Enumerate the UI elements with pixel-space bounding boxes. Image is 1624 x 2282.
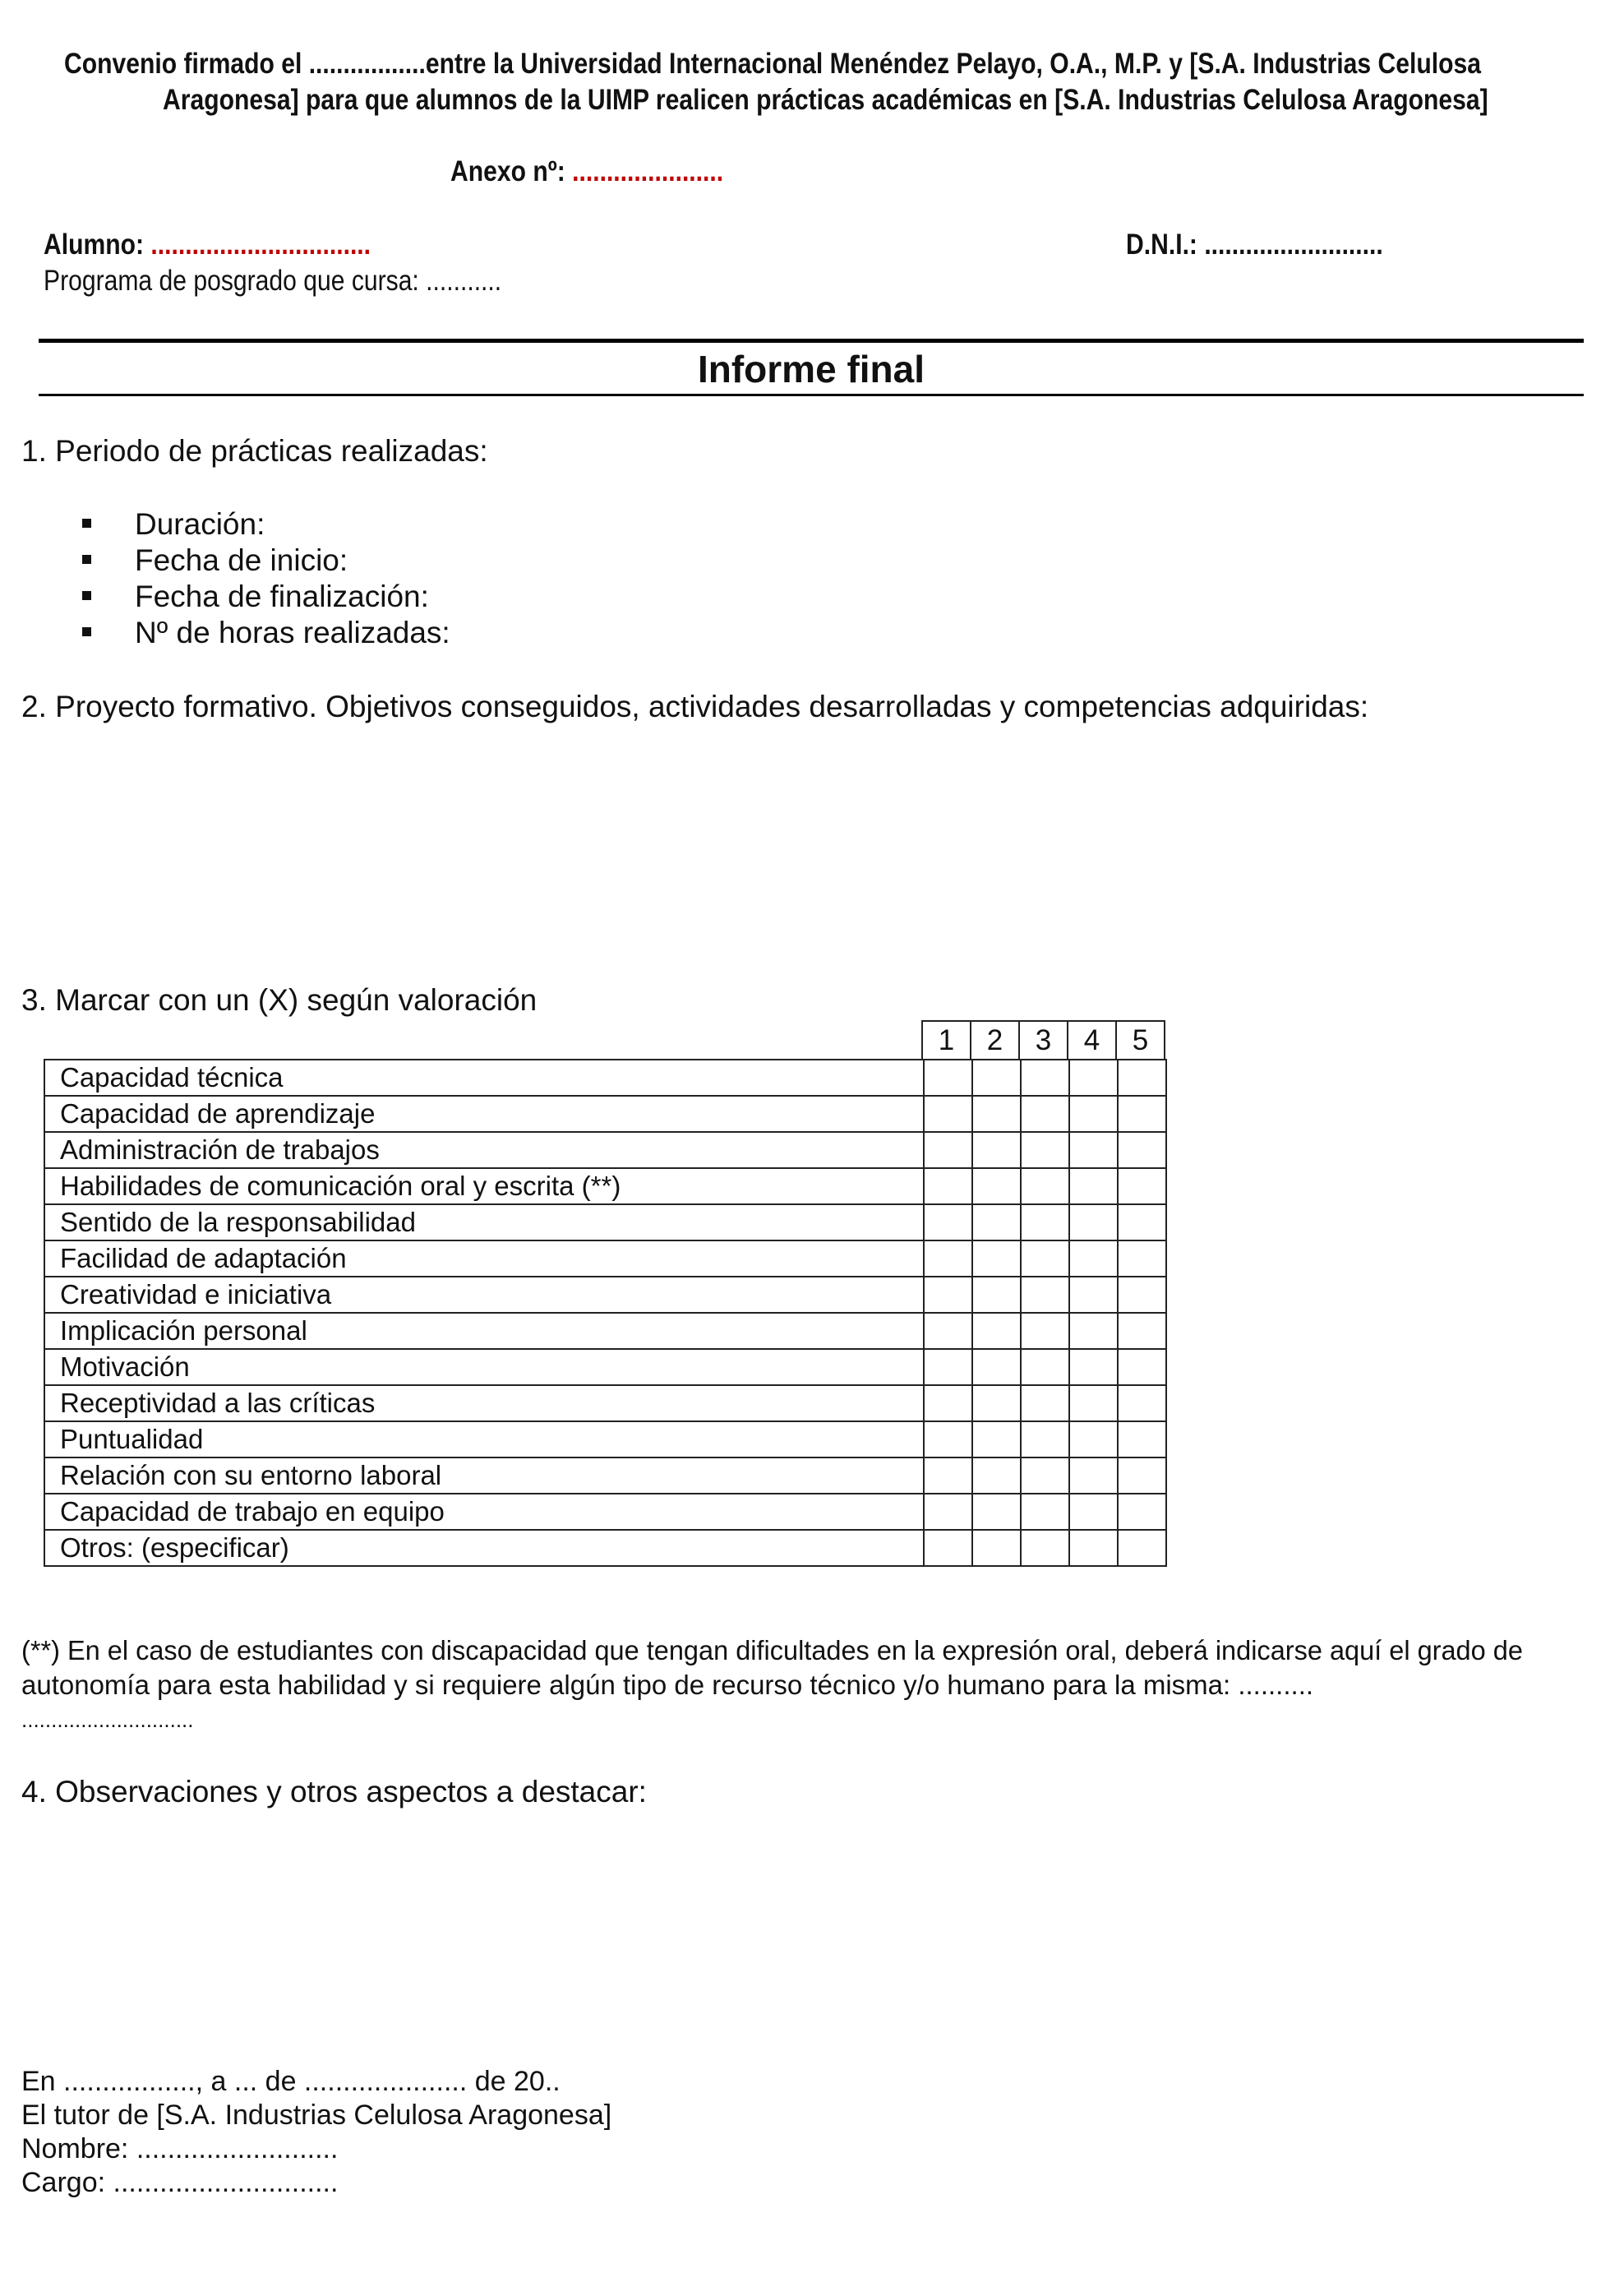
rating-cell-4[interactable]	[1069, 1096, 1118, 1132]
nombre-line: Nombre: ..........................	[21, 2133, 339, 2164]
table-row	[44, 1313, 1166, 1349]
dni-line	[1126, 227, 1383, 263]
duracion-label: Duración:	[135, 507, 265, 541]
bullet-icon	[82, 519, 91, 528]
rating-cell-5[interactable]	[1118, 1240, 1166, 1277]
criterion-label: Relación con su entorno laboral	[44, 1457, 924, 1494]
rating-table-body	[44, 1060, 1166, 1566]
score-3-header: 3	[1020, 1022, 1068, 1060]
criterion-label: Motivación	[44, 1349, 924, 1385]
rating-cell-1[interactable]	[924, 1385, 972, 1421]
score-5-header: 5	[1132, 1024, 1149, 1056]
rating-cell-2[interactable]	[972, 1277, 1021, 1313]
rating-cell-2[interactable]	[972, 1204, 1021, 1240]
title-top-rule	[39, 339, 1584, 343]
rating-cell-3[interactable]	[1021, 1204, 1069, 1240]
table-row	[44, 1096, 1166, 1132]
rating-cell-5[interactable]	[1118, 1421, 1166, 1457]
rating-table	[44, 1059, 1167, 1567]
page-title: Informe final	[697, 348, 925, 390]
rating-cell-1[interactable]	[924, 1494, 972, 1530]
table-row	[44, 1530, 1166, 1566]
score-1-header: 1	[923, 1022, 971, 1060]
rating-cell-3[interactable]	[1021, 1494, 1069, 1530]
rating-cell-2[interactable]	[972, 1457, 1021, 1494]
rating-cell-4[interactable]	[1069, 1277, 1118, 1313]
dni-value: ..........................	[1197, 229, 1383, 261]
rating-cell-1[interactable]	[924, 1060, 972, 1096]
rating-cell-2[interactable]	[972, 1240, 1021, 1277]
score-4-header: 4	[1068, 1022, 1117, 1060]
criterion-label: Facilidad de adaptación	[44, 1240, 924, 1277]
rating-cell-2[interactable]	[972, 1349, 1021, 1385]
score-2-header: 2	[971, 1022, 1020, 1060]
rating-cell-3[interactable]	[1021, 1313, 1069, 1349]
rating-cell-3[interactable]	[1021, 1132, 1069, 1168]
anexo-label: Anexo nº:	[450, 155, 565, 187]
dni-label: D.N.I.:	[1126, 229, 1197, 261]
rating-cell-4[interactable]	[1069, 1060, 1118, 1096]
rating-cell-3[interactable]	[1021, 1277, 1069, 1313]
agreement-text-b: entre la Universidad Internacional Menéndez Pelayo, O.A., M.P. y [S.A. Industrias Celulosa	[425, 48, 1481, 80]
rating-cell-1[interactable]	[924, 1277, 972, 1313]
table-row	[44, 1494, 1166, 1530]
rating-cell-4[interactable]	[1069, 1132, 1118, 1168]
rating-cell-1[interactable]	[924, 1204, 972, 1240]
rating-cell-4[interactable]	[1069, 1494, 1118, 1530]
criterion-label: Implicación personal	[44, 1313, 924, 1349]
alumno-value: ................................	[150, 229, 371, 261]
horas-label: Nº de horas realizadas:	[135, 616, 450, 649]
table-row	[44, 1421, 1166, 1457]
criterion-label: Capacidad técnica	[44, 1060, 924, 1096]
criterion-label: Habilidades de comunicación oral y escrita (**)	[44, 1168, 924, 1204]
fecha-inicio-label: Fecha de inicio:	[135, 543, 348, 577]
rating-cell-1[interactable]	[924, 1349, 972, 1385]
rating-cell-4[interactable]	[1069, 1240, 1118, 1277]
rating-cell-5[interactable]	[1118, 1385, 1166, 1421]
table-row	[44, 1168, 1166, 1204]
rating-cell-5[interactable]	[1118, 1457, 1166, 1494]
table-row	[44, 1132, 1166, 1168]
rating-cell-3[interactable]	[1021, 1421, 1069, 1457]
rating-cell-1[interactable]	[924, 1240, 972, 1277]
table-row	[44, 1204, 1166, 1240]
rating-cell-1[interactable]	[924, 1457, 972, 1494]
rating-cell-1[interactable]	[924, 1096, 972, 1132]
anexo-line	[450, 154, 723, 190]
table-row	[44, 1385, 1166, 1421]
rating-cell-2[interactable]	[972, 1313, 1021, 1349]
section1-heading: 1. Periodo de prácticas realizadas:	[21, 434, 488, 468]
rating-cell-3[interactable]	[1021, 1530, 1069, 1566]
rating-cell-3[interactable]	[1021, 1096, 1069, 1132]
rating-cell-2[interactable]	[972, 1168, 1021, 1204]
rating-cell-5[interactable]	[1118, 1168, 1166, 1204]
fecha-fin-label: Fecha de finalización:	[135, 580, 429, 613]
rating-cell-2[interactable]	[972, 1385, 1021, 1421]
title-bottom-rule	[39, 394, 1584, 396]
footnote-line-2: autonomía para esta habilidad y si requiere algún tipo de recurso técnico y/o humano para la misma: ..........	[21, 1670, 1314, 1700]
alumno-line	[44, 227, 371, 263]
section4-heading: 4. Observaciones y otros aspectos a destacar:	[21, 1775, 647, 1809]
alumno-label: Alumno:	[44, 229, 145, 261]
rating-cell-3[interactable]	[1021, 1240, 1069, 1277]
footnote-line-3: .............................	[21, 1707, 194, 1732]
rating-cell-2[interactable]	[972, 1096, 1021, 1132]
rating-cell-1[interactable]	[924, 1530, 972, 1566]
rating-cell-3[interactable]	[1021, 1060, 1069, 1096]
table-row	[44, 1060, 1166, 1096]
rating-cell-5[interactable]	[1118, 1204, 1166, 1240]
rating-cell-3[interactable]	[1021, 1457, 1069, 1494]
rating-cell-5[interactable]	[1118, 1313, 1166, 1349]
criterion-label: Capacidad de trabajo en equipo	[44, 1494, 924, 1530]
rating-cell-3[interactable]	[1021, 1168, 1069, 1204]
rating-cell-1[interactable]	[924, 1421, 972, 1457]
rating-cell-3[interactable]	[1021, 1385, 1069, 1421]
rating-cell-4[interactable]	[1069, 1530, 1118, 1566]
rating-cell-2[interactable]	[972, 1060, 1021, 1096]
rating-cell-2[interactable]	[972, 1132, 1021, 1168]
rating-cell-5[interactable]	[1118, 1349, 1166, 1385]
rating-cell-5[interactable]	[1118, 1060, 1166, 1096]
rating-cell-4[interactable]	[1069, 1385, 1118, 1421]
rating-cell-4[interactable]	[1069, 1349, 1118, 1385]
rating-cell-2[interactable]	[972, 1421, 1021, 1457]
rating-cell-4[interactable]	[1069, 1421, 1118, 1457]
rating-cell-4[interactable]	[1069, 1168, 1118, 1204]
table-row	[44, 1457, 1166, 1494]
criterion-label: Puntualidad	[44, 1421, 924, 1457]
rating-cell-2[interactable]	[972, 1494, 1021, 1530]
criterion-label: Capacidad de aprendizaje	[44, 1096, 924, 1132]
rating-cell-5[interactable]	[1118, 1096, 1166, 1132]
programa-line: Programa de posgrado que cursa: ...........	[44, 265, 502, 297]
bullet-icon	[82, 555, 91, 564]
rating-cell-5[interactable]	[1118, 1530, 1166, 1566]
bullet-icon	[82, 591, 91, 600]
score-header	[921, 1020, 1165, 1060]
agreement-line-2: Aragonesa] para que alumnos de la UIMP realicen prácticas académicas en [S.A. Industrias Celulosa Aragonesa]	[163, 84, 1488, 116]
rating-cell-1[interactable]	[924, 1168, 972, 1204]
anexo-value: ......................	[572, 155, 724, 187]
rating-cell-4[interactable]	[1069, 1204, 1118, 1240]
rating-cell-1[interactable]	[924, 1313, 972, 1349]
table-row	[44, 1240, 1166, 1277]
rating-cell-4[interactable]	[1069, 1457, 1118, 1494]
criterion-label: Receptividad a las críticas	[44, 1385, 924, 1421]
rating-cell-5[interactable]	[1118, 1494, 1166, 1530]
place-date-line: En ................., a ... de ..................... de 20..	[21, 2066, 561, 2097]
rating-cell-2[interactable]	[972, 1530, 1021, 1566]
rating-cell-5[interactable]	[1118, 1277, 1166, 1313]
criterion-label: Sentido de la responsabilidad	[44, 1204, 924, 1240]
table-row	[44, 1349, 1166, 1385]
rating-cell-4[interactable]	[1069, 1313, 1118, 1349]
criterion-label: Creatividad e iniciativa	[44, 1277, 924, 1313]
rating-cell-1[interactable]	[924, 1132, 972, 1168]
section3-heading: 3. Marcar con un (X) según valoración	[21, 983, 537, 1017]
criterion-label: Administración de trabajos	[44, 1132, 924, 1168]
rating-cell-3[interactable]	[1021, 1349, 1069, 1385]
cargo-line: Cargo: .............................	[21, 2167, 339, 2198]
agreement-line-1	[64, 46, 1481, 82]
rating-cell-5[interactable]	[1118, 1132, 1166, 1168]
tutor-line: El tutor de [S.A. Industrias Celulosa Aragonesa]	[21, 2100, 612, 2131]
agreement-date-blank: .................	[308, 48, 426, 80]
footnote-line-1: (**) En el caso de estudiantes con discapacidad que tengan dificultades en la expresión oral, deberá indicarse aquí el grado de	[21, 1635, 1523, 1665]
criterion-label: Otros: (especificar)	[44, 1530, 924, 1566]
bullet-icon	[82, 627, 91, 636]
table-row	[44, 1277, 1166, 1313]
section2-heading: 2. Proyecto formativo. Objetivos conseguidos, actividades desarrolladas y competencias adquiridas:	[21, 690, 1369, 723]
agreement-text-a: Convenio firmado el	[64, 48, 309, 80]
